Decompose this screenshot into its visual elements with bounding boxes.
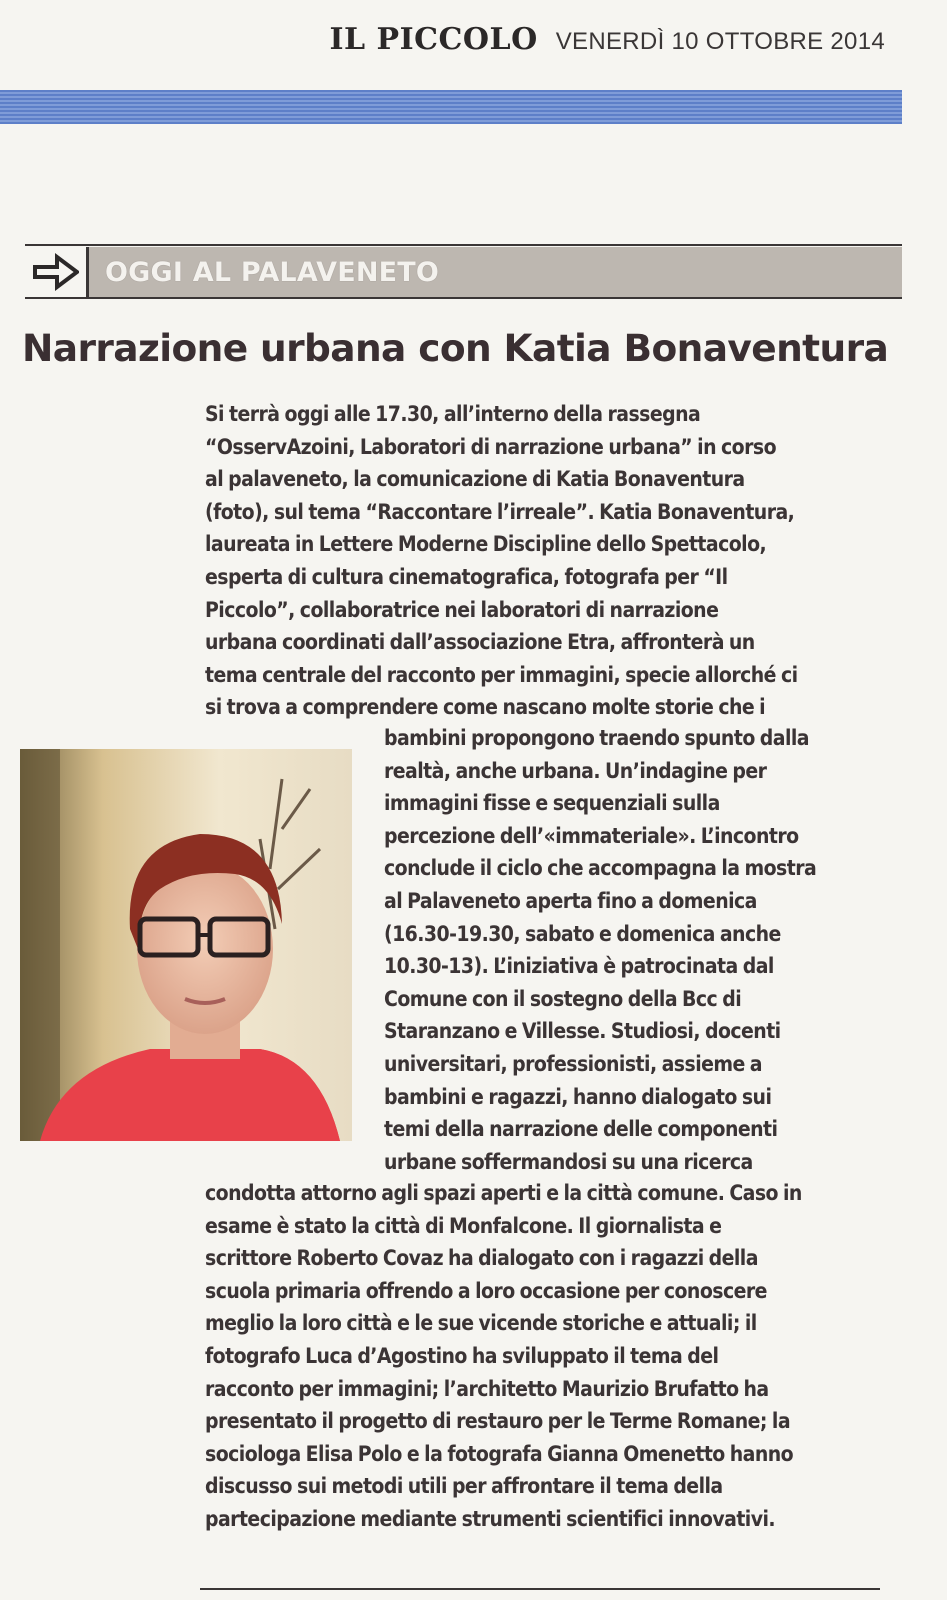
body-line: sociologa Elisa Polo e la fotografa Gianna Omenetto hanno	[205, 1441, 794, 1466]
masthead	[329, 22, 885, 57]
body-line: bambini propongono traendo spunto dalla	[384, 726, 809, 750]
body-line: Si terrà oggi alle 17.30, all’interno della rassegna	[205, 402, 701, 426]
body-line: esperta di cultura cinematografica, fotografa per “Il	[205, 564, 728, 589]
body-line: realtà, anche urbana. Un’indagine per	[384, 758, 767, 783]
article-body-middle	[384, 722, 816, 1178]
section-rule-top	[25, 244, 902, 246]
body-line: condotta attorno agli spazi aperti e la città comune. Caso in	[205, 1181, 802, 1205]
body-line: temi della narrazione delle componenti	[384, 1117, 778, 1142]
body-line: urbana coordinati dall’associazione Etra, affronterà un	[205, 630, 755, 655]
body-line: si trova a comprendere come nascano molte storie che i	[205, 695, 766, 720]
article-body-bottom	[205, 1177, 802, 1536]
body-line: (16.30-19.30, sabato e domenica anche	[384, 921, 781, 946]
body-line: discusso sui metodi utili per affrontare il tema della	[205, 1474, 723, 1499]
article-headline: Narrazione urbana con Katia Bonaventura	[22, 326, 889, 370]
body-line: (foto), sul tema “Raccontare l’irreale”. Katia Bonaventura,	[205, 499, 795, 524]
body-line: esame è stato la città di Monfalcone. Il giornalista e	[205, 1213, 722, 1238]
section-rule-bottom	[25, 297, 902, 299]
body-line: percezione dell’«immateriale». L’incontro	[384, 823, 799, 848]
body-line: 10.30-13). L’iniziativa è patrocinata dal	[384, 954, 774, 979]
body-line: racconto per immagini; l’architetto Maurizio Brufatto ha	[205, 1376, 769, 1401]
body-line: Comune con il sostegno della Bcc di	[384, 986, 742, 1011]
body-line: presentato il progetto di restauro per le Terme Romane; la	[205, 1409, 791, 1434]
body-line: laureata in Lettere Moderne Discipline dello Spettacolo,	[205, 532, 767, 557]
body-line: urbane soffermandosi su una ricerca	[384, 1149, 753, 1174]
section-kicker	[25, 247, 902, 297]
body-line: “OsservAzoini, Laboratori di narrazione urbana” in corso	[205, 434, 777, 459]
kicker-text: OGGI AL PALAVENETO	[105, 256, 440, 288]
body-line: meglio la loro città e le sue vicende storiche e attuali; il	[205, 1311, 757, 1336]
article-rule-bottom	[200, 1588, 880, 1590]
body-line: bambini e ragazzi, hanno dialogato sui	[384, 1084, 772, 1109]
body-line: Piccolo”, collaboratrice nei laboratori di narrazione	[205, 597, 719, 622]
body-line: scuola primaria offrendo a loro occasione per conoscere	[205, 1278, 767, 1303]
kicker-bar	[89, 247, 902, 297]
blue-band	[0, 90, 902, 124]
body-line: immagini fisse e sequenziali sulla	[384, 791, 720, 816]
body-line: universitari, professionisti, assieme a	[384, 1051, 763, 1076]
article-photo	[20, 749, 352, 1141]
body-line: tema centrale del racconto per immagini, specie allorché ci	[205, 662, 798, 687]
body-line: al palaveneto, la comunicazione di Katia Bonaventura	[205, 467, 745, 492]
body-line: fotografo Luca d’Agostino ha sviluppato il tema del	[205, 1343, 719, 1368]
body-line: al Palaveneto aperta fino a domenica	[384, 888, 757, 913]
paper-name: IL PICCOLO	[329, 22, 538, 57]
body-line: scrittore Roberto Covaz ha dialogato con i ragazzi della	[205, 1246, 758, 1271]
body-line: partecipazione mediante strumenti scientifici innovativi.	[205, 1506, 776, 1531]
right-arrow-icon	[25, 247, 89, 297]
body-line: conclude il ciclo che accompagna la mostra	[384, 856, 817, 881]
issue-date: VENERDÌ 10 OTTOBRE 2014	[555, 28, 885, 55]
article-body-top	[205, 398, 798, 724]
body-line: Staranzano e Villesse. Studiosi, docenti	[384, 1019, 781, 1044]
